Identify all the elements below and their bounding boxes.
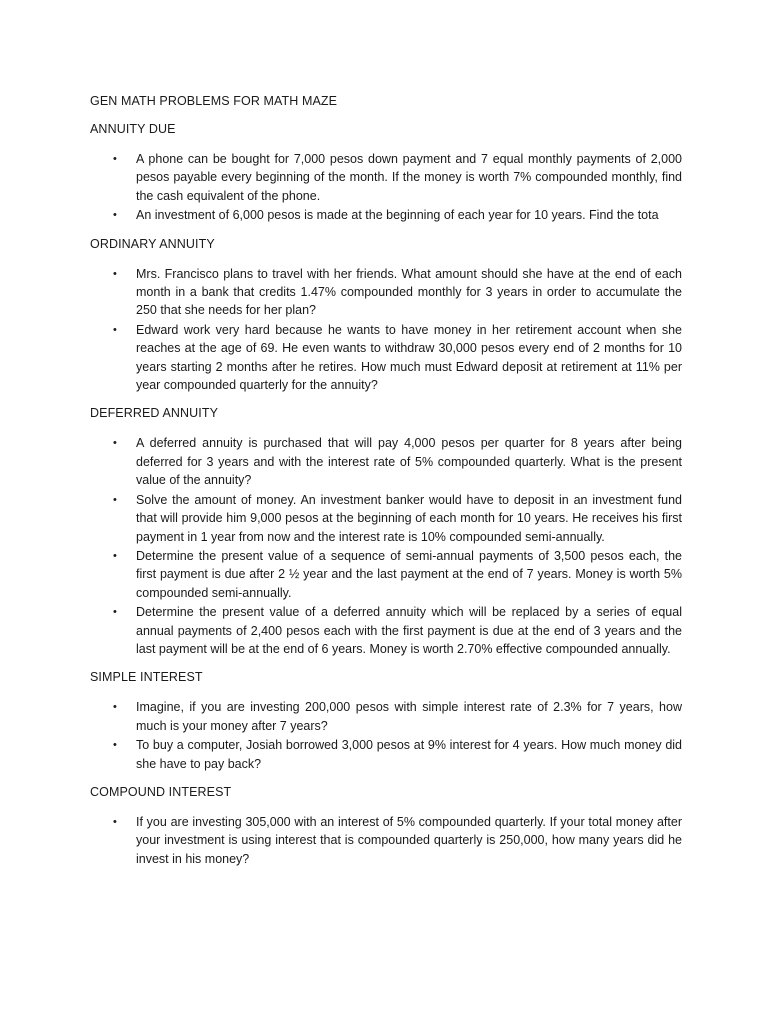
- document-title: GEN MATH PROBLEMS FOR MATH MAZE: [90, 94, 338, 108]
- problem-text: Imagine, if you are investing 200,000 pesos with simple interest rate of 2.3% for 7 years, how much is your money after 7 years?: [136, 700, 682, 733]
- problem-list: [90, 434, 682, 658]
- bullet-icon: •: [113, 153, 117, 165]
- section-compound-interest: [90, 783, 682, 868]
- section-heading: DEFERRED ANNUITY: [90, 406, 219, 421]
- list-item: [90, 491, 682, 546]
- section-deferred-annuity: [90, 404, 682, 658]
- bullet-icon: •: [113, 209, 117, 222]
- list-item: [90, 321, 682, 395]
- problem-text: An investment of 6,000 pesos is made at the beginning of each year for 10 years. Find the tota: [136, 208, 659, 223]
- problem-text: A deferred annuity is purchased that will pay 4,000 pesos per quarter for 8 years after being deferred for 3 years and with the interest rate of 5% compounded quarterly. What is the present value of the annuity?: [136, 436, 682, 488]
- bullet-icon: •: [113, 606, 117, 619]
- problem-text: To buy a computer, Josiah borrowed 3,000 pesos at 9% interest for 4 years. How much money did she have to pay back?: [136, 738, 682, 771]
- problem-text: Determine the present value of a deferred annuity which will be replaced by a series of equal annual payments of 2,400 pesos each with the first payment is due at the end of 3 years and the last payment will be at the end of 6 years. Money is worth 2.70% effective compounded annually.: [136, 605, 682, 656]
- list-item: [90, 265, 682, 320]
- problem-text: Edward work very hard because he wants to have money in her retirement account when she reaches at the age of 69. He even wants to withdraw 30,000 pesos every end of 2 months for 10 years starting 2 months after he retires. How much must Edward deposit at retirement at 11% per year compounded quarterly for the annuity?: [136, 322, 682, 393]
- section-annuity-due: [90, 120, 682, 225]
- list-item: [90, 434, 682, 489]
- bullet-icon: •: [113, 549, 117, 562]
- list-item: [90, 150, 682, 205]
- bullet-icon: •: [113, 323, 117, 336]
- problem-text: Solve the amount of money. An investment banker would have to deposit in an investment fund that will provide him 9,000 pesos at the beginning of each month for 10 years. He receives his first payment in 1 year from now and the interest rate is 10% compounded semi-annually.: [136, 492, 682, 544]
- list-item: [90, 603, 682, 658]
- section-heading: SIMPLE INTEREST: [90, 670, 203, 685]
- problem-text: Determine the present value of a sequence of semi-annual payments of 3,500 pesos each, the first payment is due after 2 ½ year and the last payment at the end of 7 years. Money is worth 5% compounded semi-annually.: [136, 548, 682, 600]
- bullet-icon: •: [113, 437, 117, 450]
- problem-text: If you are investing 305,000 with an interest of 5% compounded quarterly. If your total money after your investment is using interest that is compounded quarterly is 250,000, how many years did he invest in his money?: [136, 814, 682, 866]
- section-heading: COMPOUND INTEREST: [90, 784, 232, 799]
- bullet-icon: •: [113, 701, 117, 714]
- problem-text: A phone can be bought for 7,000 pesos down payment and 7 equal monthly payments of 2,000 pesos payable every beginning of the month. If the money is worth 7% compounded monthly, find the cash equivalent of the phone.: [136, 152, 682, 203]
- list-item: [90, 813, 682, 868]
- list-item: [90, 736, 682, 773]
- bullet-icon: •: [113, 739, 117, 752]
- list-item: [90, 698, 682, 735]
- section-heading: ORDINARY ANNUITY: [90, 236, 215, 251]
- list-item: [90, 206, 682, 224]
- problem-list: [90, 265, 682, 395]
- list-item: [90, 547, 682, 602]
- section-heading: ANNUITY DUE: [90, 122, 176, 136]
- problem-list: [90, 150, 682, 225]
- section-simple-interest: [90, 668, 682, 773]
- bullet-icon: •: [113, 267, 117, 280]
- problem-text: Mrs. Francisco plans to travel with her friends. What amount should she have at the end of each month in a bank that credits 1.47% compounded monthly for 3 years in order to accumulate the 250 that she needs for her plan?: [136, 266, 682, 318]
- problem-list: [90, 813, 682, 868]
- section-ordinary-annuity: [90, 235, 682, 395]
- problem-list: [90, 698, 682, 773]
- bullet-icon: •: [113, 493, 117, 506]
- bullet-icon: •: [113, 815, 117, 828]
